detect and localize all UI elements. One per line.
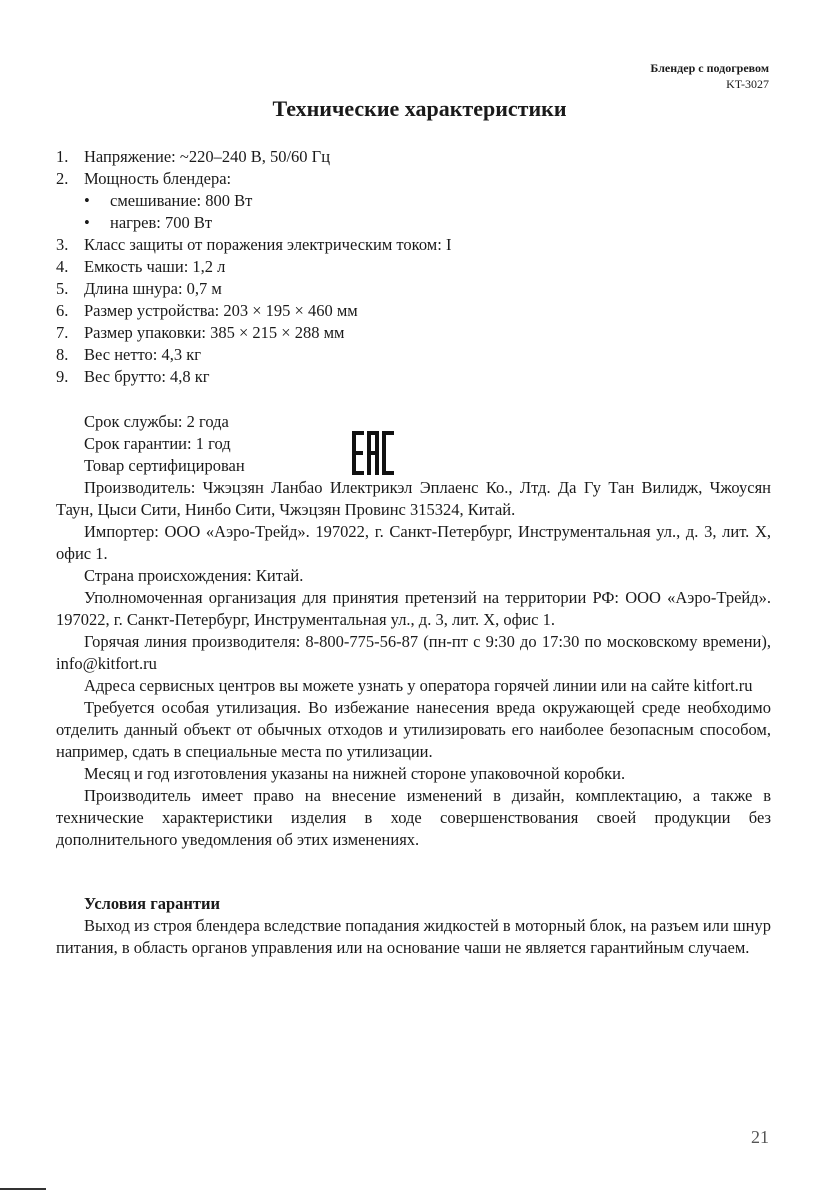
country-of-origin: Страна происхождения: Китай. (84, 566, 304, 585)
manufacturer-rights: Производитель имеет право на внесение изменений в дизайн, комплектацию, а также в технические характеристики изделия в ходе совершенствования своей продукции без дополнительного уведомления об этих изменениях. (56, 786, 771, 849)
spec-item (56, 344, 771, 366)
page-title: Технические характеристики (272, 96, 567, 121)
spec-number: 9. (56, 367, 69, 386)
spec-text: Размер устройства: 203 × 195 × 460 мм (84, 301, 358, 320)
spec-text: Емкость чаши: 1,2 л (84, 257, 226, 276)
page-number: 21 (751, 1127, 769, 1147)
footer-line (0, 1188, 46, 1190)
spec-number: 1. (56, 147, 69, 166)
disposal-notice: Требуется особая утилизация. Во избежание нанесения вреда окружающей среде необходимо отделить данный объект от обычных отходов и утилизировать его наиболее безопасным способом, например, сдать в специальные места по утилизации. (56, 698, 771, 761)
spec-item (56, 168, 771, 190)
header-model: KT-3027 (726, 77, 769, 91)
spec-item (56, 146, 771, 168)
spec-number: 7. (56, 323, 69, 342)
spec-text: Размер упаковки: 385 × 215 × 288 мм (84, 323, 345, 342)
spec-item (56, 278, 771, 300)
warranty-period: Срок гарантии: 1 год (84, 434, 231, 453)
spec-number: 8. (56, 345, 69, 364)
spec-number: 3. (56, 235, 69, 254)
spec-item (56, 366, 771, 388)
warranty-text: Выход из строя блендера вследствие попадания жидкостей в моторный блок, на разъем или шнур питания, в область органов управления или на основание чаши не является гарантийным случаем. (56, 916, 771, 957)
spec-item (56, 234, 771, 256)
spec-text: Напряжение: ~220–240 В, 50/60 Гц (84, 147, 331, 166)
spec-text: Класс защиты от поражения электрическим током: I (84, 235, 452, 254)
spec-subitem (56, 190, 771, 212)
eac-mark-icon (352, 431, 394, 475)
service-life: Срок службы: 2 года (84, 412, 229, 431)
importer: Импортер: ООО «Аэро-Трейд». 197022, г. Санкт-Петербург, Инструментальная ул., д. 3, лит. Х, офис 1. (56, 522, 771, 563)
warranty-section (56, 893, 771, 959)
spec-text: Длина шнура: 0,7 м (84, 279, 222, 298)
manufacture-date-note: Месяц и год изготовления указаны на нижней стороне упаковочной коробки. (84, 764, 626, 783)
page-header (650, 60, 769, 92)
product-info (56, 411, 771, 851)
spec-text: Мощность блендера: (84, 169, 232, 188)
bullet-icon: • (84, 191, 90, 210)
spec-subtext: смешивание: 800 Вт (110, 191, 253, 210)
spec-item (56, 256, 771, 278)
spec-subtext: нагрев: 700 Вт (110, 213, 213, 232)
specs-list (56, 146, 771, 388)
service-centers: Адреса сервисных центров вы можете узнать у оператора горячей линии или на сайте kitfort.ru (84, 676, 753, 695)
spec-number: 5. (56, 279, 69, 298)
authorized-organization: Уполномоченная организация для принятия претензий на территории РФ: ООО «Аэро-Трейд». 197022, г. Санкт-Петербург, Инструментальная ул., д. 3, лит. Х, офис 1. (56, 588, 771, 629)
spec-number: 2. (56, 169, 69, 188)
certified-label: Товар сертифицирован (84, 456, 245, 475)
header-product: Блендер с подогревом (650, 61, 769, 75)
spec-subitem (56, 212, 771, 234)
spec-number: 6. (56, 301, 69, 320)
manufacturer: Производитель: Чжэцзян Ланбао Илектрикэл Эплаенс Ко., Лтд. Да Гу Тан Вилидж, Чжоусян Таун, Цыси Сити, Нинбо Сити, Чжэцзян Провинс 315324, Китай. (56, 478, 771, 519)
warranty-title: Условия гарантии (84, 894, 221, 913)
spec-number: 4. (56, 257, 69, 276)
spec-item (56, 322, 771, 344)
bullet-icon: • (84, 213, 90, 232)
spec-item (56, 300, 771, 322)
spec-text: Вес нетто: 4,3 кг (84, 345, 202, 364)
hotline: Горячая линия производителя: 8-800-775-56-87 (пн-пт с 9:30 до 17:30 по московскому времени), info@kitfort.ru (56, 632, 771, 673)
spec-text: Вес брутто: 4,8 кг (84, 367, 210, 386)
